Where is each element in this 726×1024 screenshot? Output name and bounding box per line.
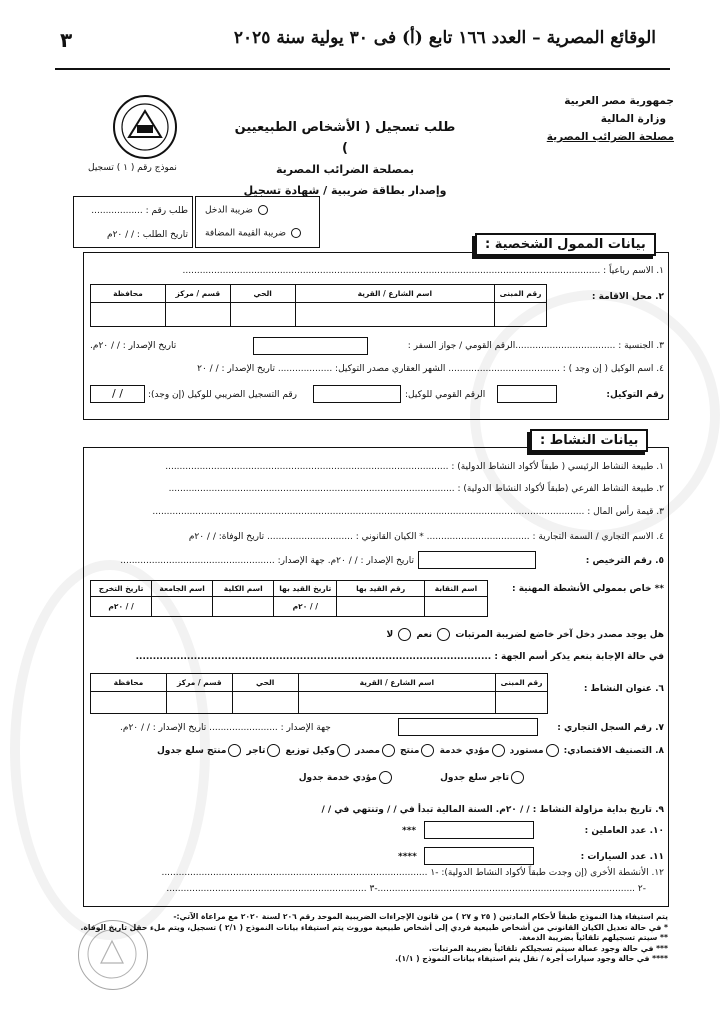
cars-input[interactable] [424,847,534,865]
request-box [73,196,193,248]
col-street: اسم الشارع / القرية [295,285,494,303]
form-title-line-2: بمصلحة الضرائب المصرية [276,163,414,176]
no-radio[interactable] [398,628,411,641]
footnote-intro: يتم استيفاء هذا النموذج طبقاً لأحكام المادتين ( ٢٥ و ٢٧ ) من قانون الإجراءات الضريبية الموحد رقم ٢٠٦ لسنة ٢٠٢٠ مع مراعاة الآتي:- [173,912,668,921]
nationality-label: ٣. الجنسية : ...................................الرقم القومي / جواز السفر : [407,341,664,351]
ministry-line-2: وزارة المالية [600,113,666,125]
commercial-register-input[interactable] [398,718,538,736]
importer-label: مستورد [509,746,544,756]
agent-national-id-label: الرقم القومي للوكيل: [405,390,486,400]
col-district: الحي [232,674,298,692]
distributor-radio[interactable] [337,744,350,757]
agent-tax-reg-label: رقم التسجيل الضريبي للوكيل (إن وجد): [148,390,297,400]
main-activity-field[interactable]: ١. طبيعة النشاط الرئيسي ( طبقاً لأكواد النشاط الدولية) : ................................................................................................... [165,462,664,472]
form-model-number: نموذج رقم ( ١ ) تسجيل [88,163,177,173]
page-number: ٣ [60,28,73,52]
vat-label: ضريبة القيمة المضافة [205,228,287,239]
footnote-3: *** في حالة وجود عمالة سيتم تسجيلكم تلقائياً بضريبة المرتبات. [428,943,668,953]
footnote-1: * في حالة تعديل الكيان القانوني من أشخاص طبيعية فردي إلى أشخاص طبيعية موروث يتم استيفاء بيانات النموذج ( ٢/١ ) تسجيل، ويتم ملء حقل تاريخ الوفاة. [80,922,668,932]
col-registration-no: رقم القيد بها [337,581,425,597]
col-graduation-date: تاريخ التخرج [91,581,152,597]
income-radio[interactable] [258,205,268,215]
id-issue-date[interactable]: تاريخ الإصدار : / / ٢٠م. [90,341,177,351]
col-syndicate: اسم النقابة [424,581,487,597]
cell-graduation-date[interactable]: / / ٢٠م [91,597,152,617]
activity-start-field[interactable]: ٩. تاريخ بداية مزاولة النشاط : / / ٢٠م. السنة المالية تبدأ في / / وتنتهي في / / [321,805,664,815]
salary-question [387,628,664,641]
agent-number-label: رقم التوكيل: [606,390,664,400]
table-goods-producer-label: منتج سلع جدول [156,746,227,756]
cell-section[interactable] [165,303,230,327]
ministry-line-1: جمهورية مصر العربية [564,95,674,107]
cell-street[interactable] [295,303,494,327]
license-number-input[interactable] [418,551,536,569]
ministry-block [547,92,674,146]
cell-building[interactable] [496,692,548,714]
employees-input[interactable] [424,821,534,839]
license-number-label: ٥. رقم الترخيص : [585,556,664,566]
cars-label: ١١. عدد السيارات : [580,852,664,862]
agent-tax-reg-date: / / [112,387,123,400]
exporter-radio[interactable] [382,744,395,757]
commercial-register-label: ٧. رقم السجل التجاري : [557,723,664,733]
agent-national-id-input[interactable] [313,385,401,403]
cell-university[interactable] [152,597,213,617]
official-stamp [78,920,148,990]
cell-street[interactable] [298,692,495,714]
agent-number-input[interactable] [497,385,557,403]
section-activity-title: بيانات النشاط : [530,429,648,452]
yes-radio[interactable] [437,628,450,641]
cell-building[interactable] [495,303,547,327]
cell-syndicate[interactable] [424,597,487,617]
service-provider-label: مؤدي خدمة [439,746,490,756]
residence-label: ٢. محل الاقامة : [591,292,664,302]
tax-type-income[interactable] [205,205,270,216]
footnote-2: ** سيتم تسجيلهم تلقائياً بضريبة الدمغة. [518,933,668,942]
importer-radio[interactable] [546,744,559,757]
col-building: رقم المبنى [495,285,547,303]
producer-radio[interactable] [421,744,434,757]
vat-radio[interactable] [291,228,301,238]
request-date[interactable]: تاريخ الطلب : / / ٢٠م [106,230,188,240]
form-title [230,117,460,201]
salary-employer-field[interactable]: في حالة الإجابة بنعم يذكر أسم الجهة : ........................................................................................................ [135,652,664,662]
tax-type-box [195,196,320,248]
cell-district[interactable] [232,692,298,714]
cell-registration-no[interactable] [337,597,425,617]
producer-label: منتج [400,746,420,756]
col-university: اسم الجامعة [152,581,213,597]
table-goods-trader-radio[interactable] [511,771,524,784]
table-service-provider-label: مؤدي خدمة جدول [298,773,377,783]
footnote-4: **** في حالة وجود سيارات أجرة / نقل يتم استيفاء بيانات النموذج ( ١/١). [395,954,668,963]
other-activities-field-1[interactable]: ١٢. الأنشطة الأخرى (إن وجدت طبقاً لأكواد النشاط الدولية): -١ ............................................................................................. [161,868,664,878]
form-title-line-1: طلب تسجيل ( الأشخاص الطبيعيين ) [234,120,456,156]
col-registration-date: تاريخ القيد بها [274,581,337,597]
activity-address-label: ٦. عنوان النشاط : [583,684,664,694]
section-personal-title: بيانات الممول الشخصية : [475,233,656,256]
full-name-field[interactable]: ١. الاسم رباعياً : .................................................................................................................................................. [182,266,664,276]
income-label: ضريبة الدخل [205,205,253,216]
cell-district[interactable] [230,303,295,327]
agent-name-field[interactable]: ٤. اسم الوكيل ( إن وجد ) : ....................................... الشهر العقاري مصدر التوكيل: ................... تاريخ الإصدار : / / ٢٠ [197,364,664,374]
employees-label: ١٠. عدد العاملين : [584,826,664,836]
cell-governorate[interactable] [91,303,166,327]
table-goods-producer-radio[interactable] [228,744,241,757]
col-district: الحي [230,285,295,303]
service-provider-radio[interactable] [492,744,505,757]
cell-registration-date[interactable]: / / ٢٠م [274,597,337,617]
salary-question-text: هل يوجد مصدر دخل آخر خاضع لضريبة المرتبات [455,630,664,640]
commercial-register-issue[interactable]: جهة الإصدار : ........................ تاريخ الإصدار : / / ٢٠م. [120,723,331,733]
professional-label: ** خاص بممولي الأنشطة المهنية : [511,584,664,594]
trader-radio[interactable] [267,744,280,757]
footnotes [80,912,668,965]
employees-mark: *** [402,826,417,836]
capital-field[interactable]: ٣. قيمة رأس المال : ....................................................................................................................................................... [152,507,664,517]
sub-activity-field[interactable]: ٢. طبيعة النشاط الفرعي (طبقاً لأكواد النشاط الدولية) : .................................................................................................... [168,484,664,494]
yes-label: نعم [416,630,433,640]
col-section: قسم / مركز [165,285,230,303]
economic-class-label: ٨. التصنيف الاقتصادي: [563,746,664,756]
license-issue-field[interactable]: تاريخ الإصدار : / / ٢٠م. جهة الإصدار: ...................................................... [120,556,414,566]
trader-label: تاجر [246,746,266,756]
agent-tax-reg-input[interactable] [90,385,145,403]
distributor-label: وكيل توزيع [285,746,335,756]
cell-section[interactable] [166,692,232,714]
national-id-input[interactable] [253,337,368,355]
cell-faculty[interactable] [213,597,274,617]
residence-address-table [90,284,547,327]
table-goods-trader-label: تاجر سلع جدول [440,773,509,783]
table-service-provider-radio[interactable] [379,771,392,784]
ministry-line-3: مصلحة الضرائب المصرية [546,131,674,143]
trade-name-field[interactable]: ٤. الاسم التجاري / السمة التجارية : .................................... * الكيان القانوني : .............................. تاريخ الوفاة: / / ٢٠م [188,532,664,542]
exporter-label: مصدر [355,746,380,756]
form-title-line-3: وإصدار بطاقة ضريبية / شهادة تسجيل [243,184,447,197]
col-faculty: اسم الكلية [213,581,274,597]
header-rule [55,68,670,70]
economic-class-row-1 [157,744,664,757]
no-label: لا [386,630,394,640]
cell-governorate[interactable] [91,692,167,714]
gazette-header: الوقائع المصرية – العدد ١٦٦ تابع (أ) فى ٣٠ يولية سنة ٢٠٢٥ [233,28,656,48]
tax-authority-logo [113,95,177,159]
col-governorate: محافظة [91,285,166,303]
request-number[interactable]: طلب رقم : .................. [91,206,188,216]
col-section: قسم / مركز [166,674,232,692]
professional-table [90,580,488,617]
other-activities-field-2[interactable]: -٢ ..........................................................................................-٣ ...................................................................... [166,884,646,894]
tax-type-vat[interactable] [205,228,303,239]
cars-mark: **** [398,852,417,862]
col-governorate: محافظة [91,674,167,692]
economic-class-row-2 [299,771,526,784]
activity-address-table [90,673,548,714]
col-street: اسم الشارع / القرية [298,674,495,692]
col-building: رقم المبنى [496,674,548,692]
